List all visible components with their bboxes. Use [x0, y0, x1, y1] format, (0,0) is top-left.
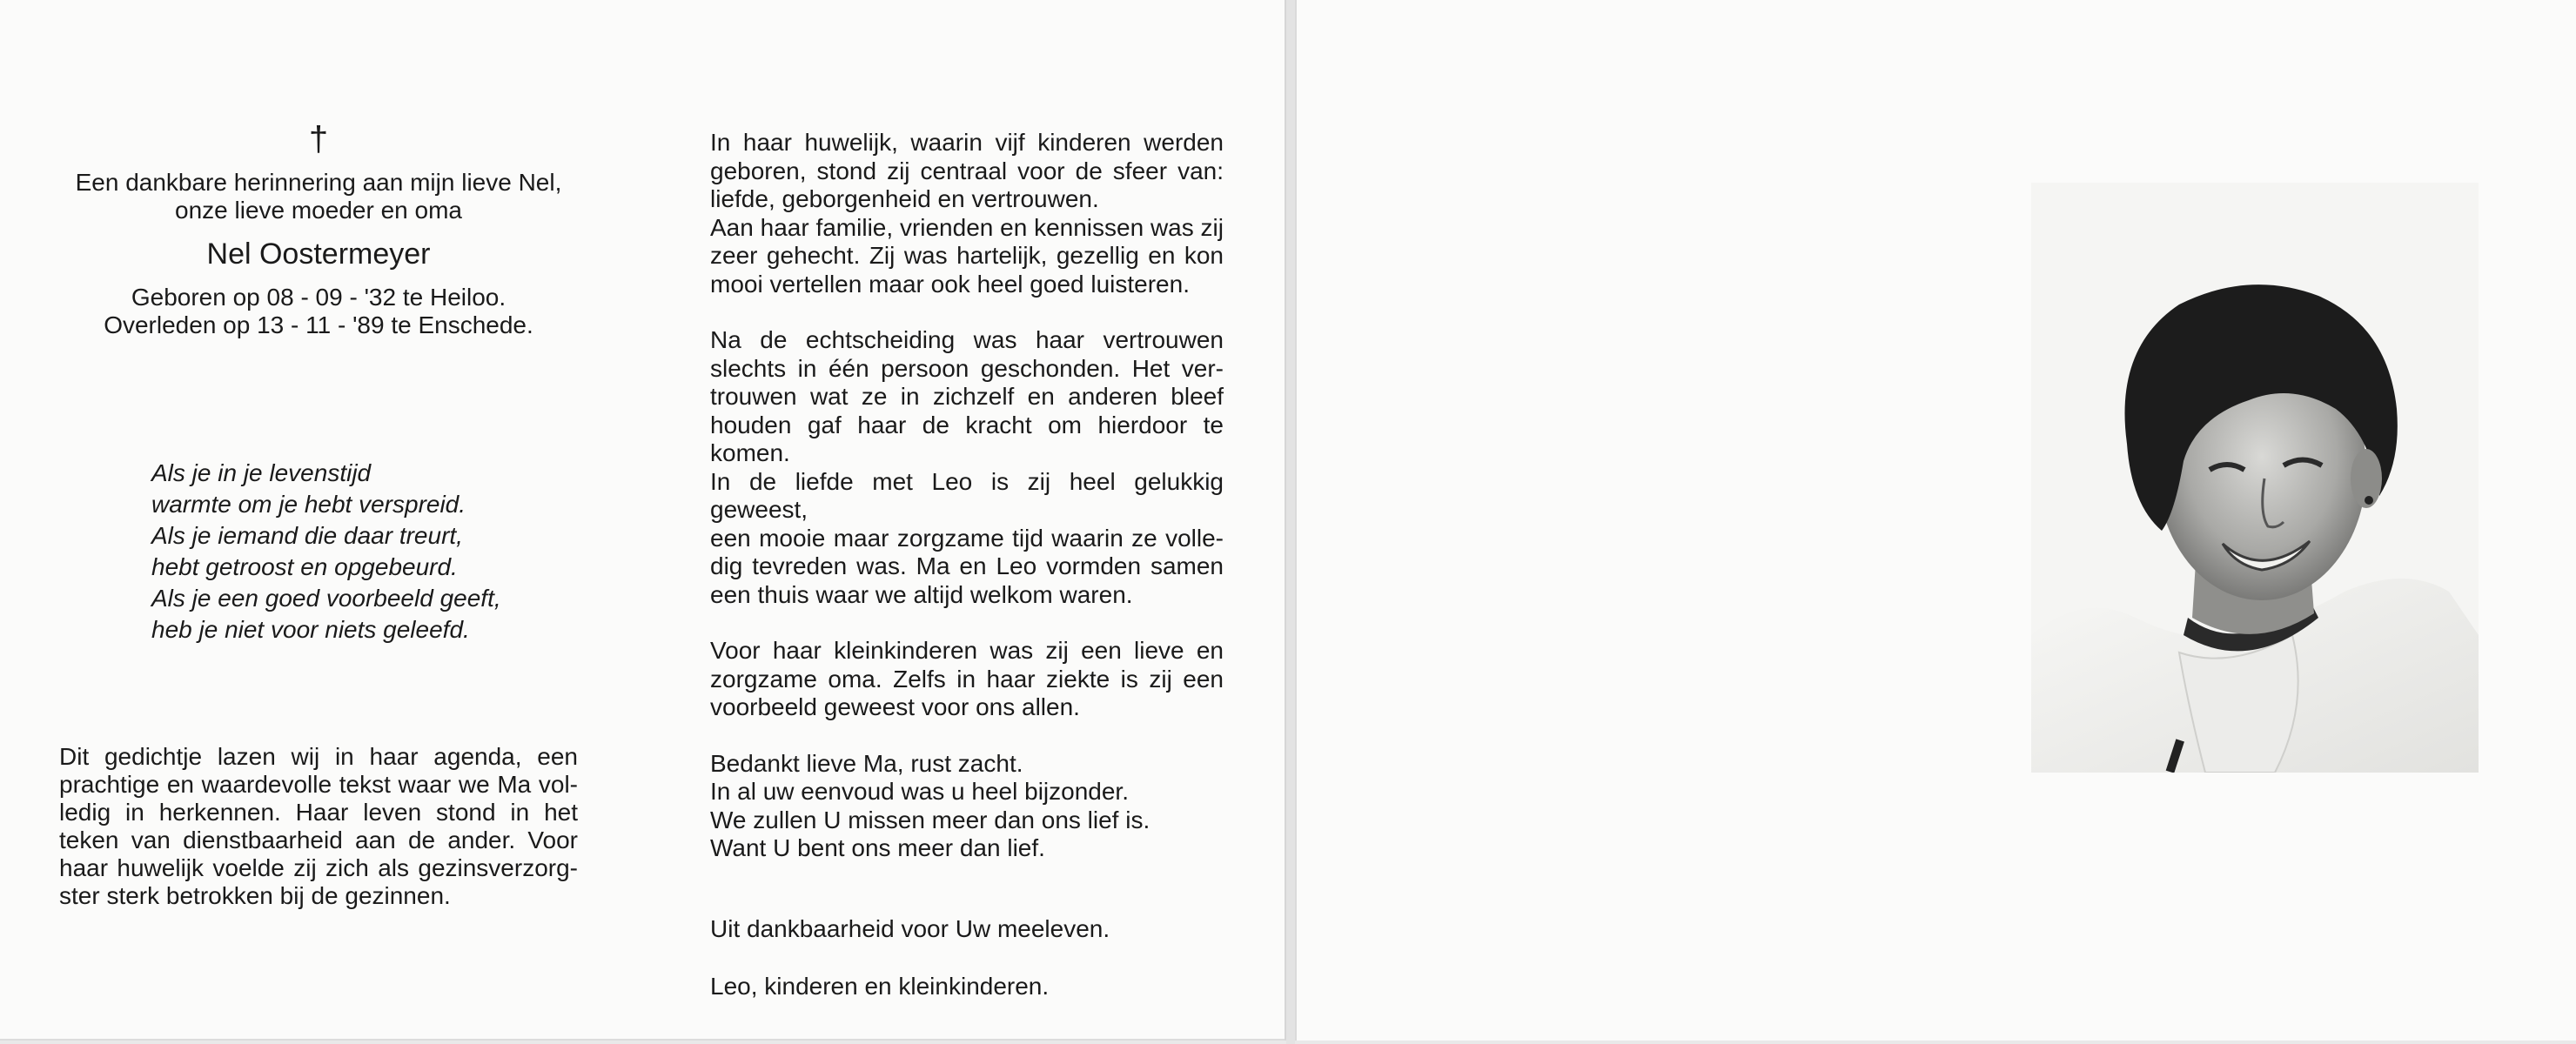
paragraph-line: slechts in één persoon geschonden. Het ver-: [710, 354, 1224, 382]
paragraph-line: een thuis waar we altijd welkom waren.: [710, 580, 1133, 608]
paragraph-line: een mooie maar zorgzame tijd waarin ze volle-: [710, 524, 1224, 552]
death-date: Overleden op 13 - 11 - '89 te Enschede.: [104, 311, 533, 338]
paragraph-line: ster sterk betrokken bij de gezinnen.: [59, 882, 451, 909]
farewell-paragraph: [710, 750, 1224, 863]
left-column: [59, 122, 578, 910]
paragraph-line: geboren, stond zij centraal voor de sfeer van:: [710, 157, 1224, 184]
cross-symbol: †: [308, 120, 329, 158]
paragraph-line: mooi vertellen maar ook heel goed luisteren.: [710, 270, 1190, 298]
paragraph-line: trouwen wat ze in zichzelf en anderen bleef: [710, 383, 1224, 410]
poem-line: Als je een goed voorbeeld geeft,: [151, 585, 501, 612]
divorce-paragraph: [710, 326, 1224, 609]
marriage-paragraph: [710, 129, 1224, 298]
paragraph-line: houden gaf haar de kracht om hierdoor te: [710, 411, 1224, 438]
paragraph-line: Dit gedichtje lazen wij in haar agenda, een: [59, 743, 578, 770]
paragraph-line: haar huwelijk voelde zij zich als gezinsverzorg-: [59, 854, 578, 881]
agenda-paragraph: [59, 743, 578, 910]
paragraph-line: ledig in herkennen. Haar leven stond in het: [59, 799, 578, 826]
intro-line-2: onze lieve moeder en oma: [175, 197, 462, 224]
poem-line: Als je iemand die daar treurt,: [151, 522, 463, 549]
paragraph-line: Bedankt lieve Ma, rust zacht.: [710, 749, 1023, 777]
poem-line: heb je niet voor niets geleefd.: [151, 616, 470, 643]
portrait-photo: [2031, 183, 2479, 773]
paragraph-line: Voor haar kleinkinderen was zij een lieve en: [710, 637, 1224, 664]
intro-line-1: Een dankbare herinnering aan mijn lieve Nel,: [75, 169, 562, 196]
paragraph-line: voorbeeld geweest voor ons allen.: [710, 693, 1080, 720]
card-fold-gap: [1286, 0, 1295, 1044]
birth-date: Geboren op 08 - 09 - '32 te Heiloo.: [131, 284, 506, 311]
paragraph-line: zorgzame oma. Zelfs in haar ziekte is zij een: [710, 665, 1224, 693]
right-column: [710, 129, 1224, 1000]
thanks-line: Uit dankbaarheid voor Uw meeleven.: [710, 914, 1110, 942]
paragraph-line: In de liefde met Leo is zij heel gelukkig geweest,: [710, 467, 1224, 523]
paragraph-line: In haar huwelijk, waarin vijf kinderen werden: [710, 129, 1224, 156]
paragraph-line: Want U bent ons meer dan lief.: [710, 834, 1045, 861]
paragraph-line: In al uw eenvoud was u heel bijzonder.: [710, 778, 1129, 805]
poem-line: hebt getroost en opgebeurd.: [151, 553, 458, 580]
paragraph-line: teken van dienstbaarheid aan de ander. Voor: [59, 826, 578, 853]
deceased-name: Nel Oostermeyer: [206, 238, 431, 271]
poem-line: warmte om je hebt verspreid.: [151, 491, 466, 518]
paragraph-line: komen.: [710, 439, 790, 466]
poem-line: Als je in je levenstijd: [151, 459, 372, 486]
paragraph-line: Aan haar familie, vrienden en kennissen was zij: [710, 213, 1224, 241]
paragraph-line: liefde, geborgenheid en vertrouwen.: [710, 185, 1099, 212]
paragraph-line: prachtige en waardevolle tekst waar we Ma vol-: [59, 771, 578, 798]
signature-line: Leo, kinderen en kleinkinderen.: [710, 972, 1050, 1000]
paragraph-line: We zullen U missen meer dan ons lief is.: [710, 806, 1150, 833]
paragraph-line: dig tevreden was. Ma en Leo vormden samen: [710, 552, 1224, 579]
paragraph-line: zeer gehecht. Zij was hartelijk, gezellig en kon: [710, 242, 1224, 269]
grandchildren-paragraph: [710, 637, 1224, 722]
poem: [59, 458, 578, 646]
paragraph-line: Na de echtscheiding was haar vertrouwen: [710, 326, 1224, 353]
portrait-image: [2031, 183, 2479, 773]
